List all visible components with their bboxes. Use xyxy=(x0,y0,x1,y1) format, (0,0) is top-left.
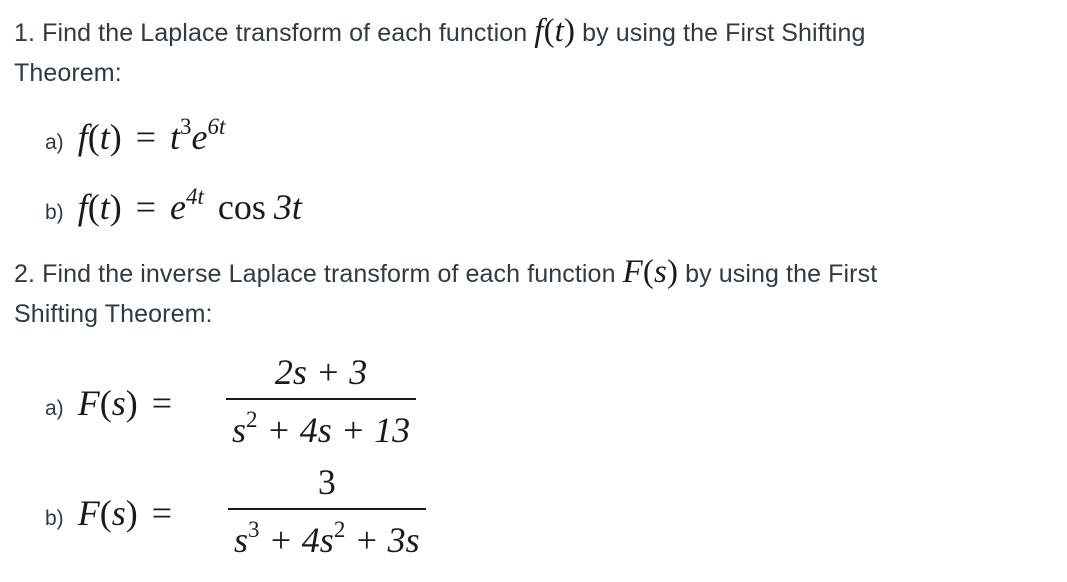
q1-b-exp: 4t xyxy=(186,184,204,209)
question-2-text-after: by using the First xyxy=(678,260,878,288)
q2-b-den-rest: + 3s xyxy=(345,520,420,560)
question-2-line-1 xyxy=(14,254,877,291)
q2-b-denominator xyxy=(228,517,426,560)
q2-a-fraction-bar xyxy=(226,398,416,400)
q1-a-label: a) xyxy=(45,131,64,154)
q1-b-equals: = xyxy=(135,187,157,227)
q2-a-numerator xyxy=(269,354,373,390)
q2-inline-F: F xyxy=(622,254,643,290)
q2-b-numerator xyxy=(312,464,342,500)
q2-b-lhs-arg: s xyxy=(111,493,126,533)
question-1-inline-function: f(t) xyxy=(534,13,576,49)
q1-b-base-e: e xyxy=(170,187,187,227)
q2-a-equals: = xyxy=(151,383,173,423)
q1-a-base-e: e xyxy=(191,117,208,157)
q2-a-den-s: s xyxy=(232,410,247,450)
q2-b-den-exp: 3 xyxy=(248,517,260,542)
q1-b-lhs-f: f xyxy=(77,187,88,227)
question-1-text-after: by using the First Shifting xyxy=(575,19,866,47)
q1-a-exp-1: 3 xyxy=(180,114,192,139)
q1-b-cos-arg: 3t xyxy=(273,187,302,227)
question-1-line-1 xyxy=(14,13,865,50)
q1-a-equation: $f(t) = t^3e^{6t}$ xyxy=(77,114,226,157)
q2-b-den-s: s xyxy=(234,520,249,560)
q1-a-base-t: t xyxy=(170,117,181,157)
q2-a-numerator-text: 2s + 3 xyxy=(274,352,368,392)
q2-a-lhs-F: F xyxy=(77,383,100,423)
q2-b-den-exp2: 2 xyxy=(333,517,346,542)
q1-b-equation: $f(t) = e^{4t}$ cos 3t xyxy=(77,184,302,227)
q2-b-den-mid: + 4s xyxy=(259,520,334,560)
q2-a-lhs-arg: s xyxy=(111,383,126,423)
q2-b-label: b) xyxy=(45,507,64,530)
q2-a-den-rest: + 4s + 13 xyxy=(257,410,411,450)
q1-inline-arg: t xyxy=(554,13,564,49)
q1-part-b xyxy=(45,186,302,228)
question-2-text-before: 2. Find the inverse Laplace transform of each function xyxy=(14,260,623,288)
q1-a-equals: = xyxy=(135,117,157,157)
question-2-inline-function: F(s) xyxy=(622,254,679,290)
question-1-text-before: 1. Find the Laplace transform of each function xyxy=(14,19,535,47)
q1-a-exp-2: 6t xyxy=(207,114,226,139)
q2-inline-arg: s xyxy=(653,254,667,290)
q2-b-fraction-bar xyxy=(228,508,426,510)
q2-b-numerator-text: 3 xyxy=(317,462,336,502)
q2-a-den-exp: 2 xyxy=(246,407,258,432)
q2-a-lhs: a) F(s) = xyxy=(45,383,173,423)
q2-a-label: a) xyxy=(45,397,64,420)
q2-a-fraction xyxy=(226,354,416,448)
q1-b-lhs-arg: t xyxy=(99,187,110,227)
q2-a-denominator xyxy=(226,407,416,450)
q1-part-a xyxy=(45,116,225,158)
q2-b-fraction xyxy=(228,464,426,558)
q1-a-lhs-arg: t xyxy=(99,117,110,157)
q1-b-cos: cos xyxy=(217,187,266,227)
q1-inline-f: f xyxy=(534,13,544,49)
q2-b-lhs-F: F xyxy=(77,493,100,533)
question-2-line-2: Shifting Theorem: xyxy=(14,300,213,328)
q2-b-lhs: b) F(s) = xyxy=(45,493,173,533)
q1-a-lhs-f: f xyxy=(77,117,88,157)
q1-b-label: b) xyxy=(45,201,64,224)
question-1-line-2: Theorem: xyxy=(14,59,122,87)
q2-b-equals: = xyxy=(151,493,173,533)
